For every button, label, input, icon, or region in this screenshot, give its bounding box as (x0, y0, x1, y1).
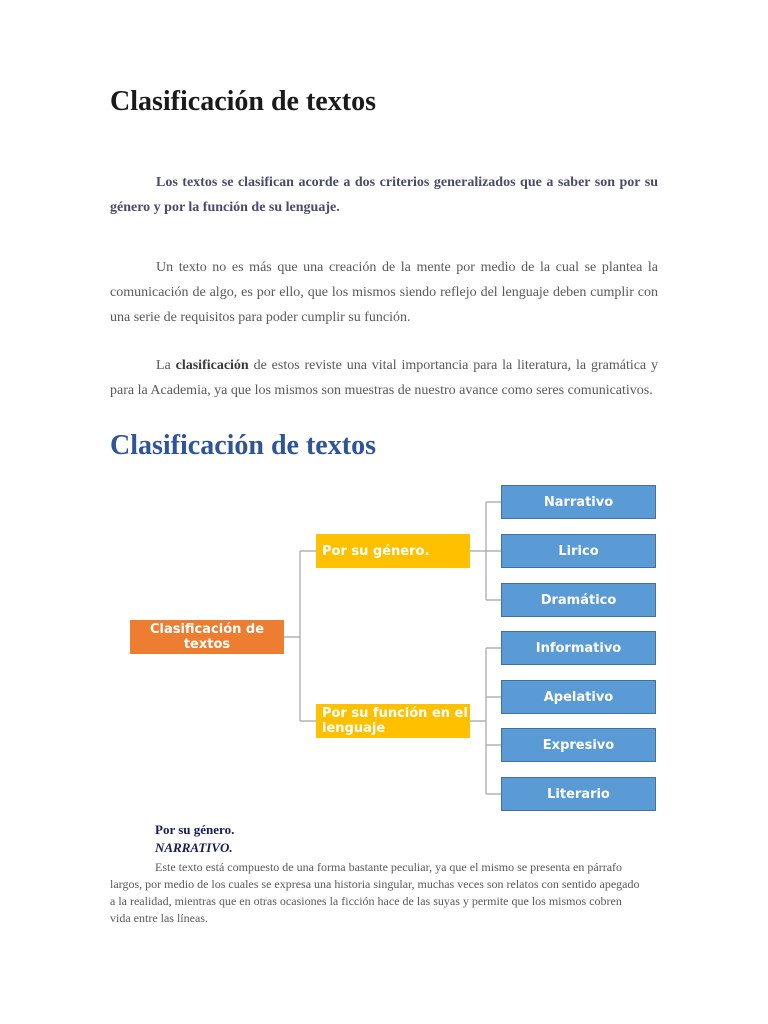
importance-rest: de estos reviste una vital importancia para la literatura, la gramática y para la Academia, ya que los mismos son muestras de nuestro avance como seres comunicativos. (110, 358, 659, 398)
leaf-node-dramatico: Dramático (501, 583, 656, 617)
category2-connector (470, 648, 501, 794)
importance-bold-term: clasificación (175, 358, 249, 373)
diagram-root-node: Clasificación de textos (130, 620, 284, 654)
section-text: Este texto está compuesto de una forma bastante peculiar, ya que el mismo se presenta en párrafo largos, por medio de los cuales se expresa una historia singular, muchas veces son relatos con sentido apegado a la realidad, mientras que en otras ocasiones la ficción hace de las suyas y permite que los mismos cobren vida entre las líneas. (110, 860, 640, 925)
classification-diagram (0, 480, 768, 820)
category-node-genero: Por su género. (316, 534, 470, 568)
leaf-node-expresivo: Expresivo (501, 728, 656, 762)
leaf-node-lirico: Lirico (501, 534, 656, 568)
leaf-node-apelativo: Apelativo (501, 680, 656, 714)
page-title: Clasificación de textos (110, 86, 376, 117)
category-node-funcion: Por su función en el lenguaje (316, 704, 470, 738)
definition-paragraph: Un texto no es más que una creación de la mente por medio de la cual se plantea la comunicación de algo, es por ello, que los mismos siendo reflejo del lenguaje deben cumplir con una serie de requisitos para poder cumplir su función. (110, 260, 658, 325)
root-connector (284, 551, 316, 721)
section-heading: Por su género. (155, 822, 235, 837)
leaf-node-literario: Literario (501, 777, 656, 811)
category1-connector (470, 502, 501, 600)
leaf-node-informativo: Informativo (501, 631, 656, 665)
leaf-node-narrativo: Narrativo (501, 485, 656, 519)
importance-paragraph (110, 353, 658, 403)
intro-paragraph: Los textos se clasifican acorde a dos criterios generalizados que a saber son por su género y por la función de su lenguaje. (110, 175, 658, 215)
importance-start: La (156, 358, 176, 373)
section-subheading: NARRATIVO. (155, 840, 233, 855)
diagram-title: Clasificación de textos (110, 430, 376, 461)
